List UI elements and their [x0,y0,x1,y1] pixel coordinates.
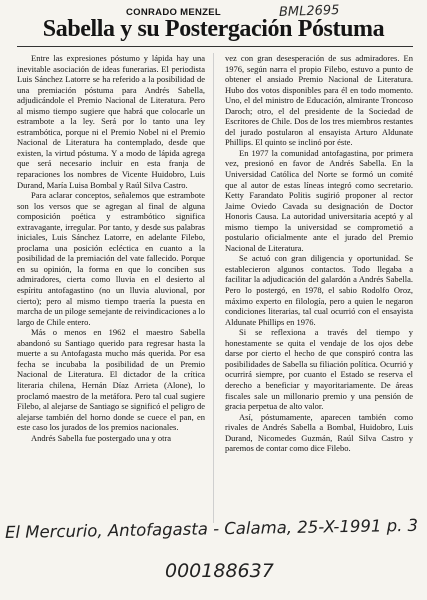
article-column-right [225,53,413,454]
column-divider [213,53,214,523]
handwritten-citation: El Mercurio, Antofagasta - Calama, 25-X-1991 p. 3 [4,515,419,542]
handwritten-record-number: 000188637 [165,560,274,582]
paragraph: Andrés Sabella fue postergado una y otra [31,432,172,443]
byline: CONRADO MENZEL [126,7,221,18]
headline: Sabella y su Postergación Póstuma [42,16,385,42]
paragraph: Más o menos en 1962 el maestro Sabella abandonó su Santiago querido para regresar hasta la muerte a su Antofagasta mucho más querida. Por esa fecha se incubaba la posibilidad de un Premio Nacional de Literatura. El dictador de la crítica literaria chilena, Hernán Díaz Arrieta (Alone), lo proclamó maestro de la metáfora. Pero tal cual sugiere Filebo, al alejarse de Santiago se significó el peligro de alejarse también del horno donde se cuece el pan, en este caso los jurados de los premios nacionales. [17,327,205,433]
paragraph: Para aclarar conceptos, señalemos que estrambote son los versos que se agregan al final de alguna composición poética y estrambótico significa extravagante, irregular. Por tanto, y desde sus palabras iniciales, Luis Sánchez Latorre, en adelante Filebo, proclama una posición ecléctica en cuanto a la posibilidad de la premiación del vate fallecido. Porque en su opinión, la forma en que lo conciben sus admiradores, cierta como lluvia en el desierto al espíritu antofagastino (no un lluvia aluvional, por cierto); pero al mismo tiempo traería la puesta en marcha de un piloge semejante de reivindicaciones a lo largo de Chile entero. [17,190,205,327]
article-column-left [17,53,205,443]
handwritten-archive-code: BML2695 [278,2,340,21]
paragraph: vez con gran desesperación de sus admiradores. En 1976, según narra el propio Filebo, estuvo a punto de obtener el ansiado Premio Nacional de Literatura. Hubo dos votos disponibles para él en todo momento. Uno, el del ministro de Educación, almirante Troncoso Daroch; otro, el del presidente de la Sociedad de Escritores de Chile. Dos de los tres miembros restantes del jurado postularon al ensayista Arturo Aldunate Phillips. El quinto se inclinó por éste. [225,53,413,148]
paragraph: Entre las expresiones póstumo y lápida hay una inevitable asociación de ideas funerarias. El periodista Luis Sánchez Latorre se ha referido a la posibilidad de una premiación póstuma para Andrés Sabella, adjudicándole el Premio Nacional de Literatura. Pero al mismo tiempo sugiere que habrá que colocarle un estrambote a la ley. Será por lo tanto una ley estrambótica, porque ni el Premio Nobel ni el Premio Nacional de Literatura ha contemplado, desde que existen, la virtud póstuma. Y a modo de lápida agrega que será necesario incluir en esta franja de reparaciones los nombres de Vicente Huidobro, Luis Durand, María Luisa Bombal y Raúl Silva Castro. [17,53,205,190]
paragraph: Así, póstumamente, aparecen también como rivales de Andrés Sabella a Bombal, Huidobro, Luis Durand, Nicomedes Guzmán, Raúl Silva Castro y paremos de contar como dice Filebo. [225,411,413,454]
paragraph: Se actuó con gran diligencia y oportunidad. Se establecieron algunos contactos. Todo llegaba a facilitar la adjudicación del galardón a Andrés Sabella. Pero lo postergó, en 1978, el sabio Rodolfo Oroz, máximo experto en filología, pero a quien le negaron condiciones literarias, tal cual ocurrió con el ensayista Aldunate Phillips en 1976. [225,253,413,327]
paragraph: Si se reflexiona a través del tiempo y honestamente se quita el vendaje de los ojos debe darse por cierto el hecho de que conspiró contra las posibilidades de Sabella su filiación política. Ocurrió y ocurrirá siempre, por cuanto el Estado se reserva el derecho a beneficiar y mayoritariamente. De áreas fiscales sale un millonario premio y una pensión de gracia perpetua de alto valor. [225,327,413,412]
headline-rule [17,46,413,47]
paragraph: En 1977 la comunidad antofagastina, por primera vez, presionó en favor de Andrés Sabella. En la Universidad Católica del Norte se formó un comité que al autor de estas líneas integró como secretario. Ketty Farandato Politis sugirió proponer al rector Jaime Oviedo Cavada su designación de Doctor Honoris Causa. La autoridad universitaria aceptó y al mismo tiempo la universidad se comprometió a postulario oficialmente ante el jurado del Premio Nacional de Literatura. [225,147,413,253]
